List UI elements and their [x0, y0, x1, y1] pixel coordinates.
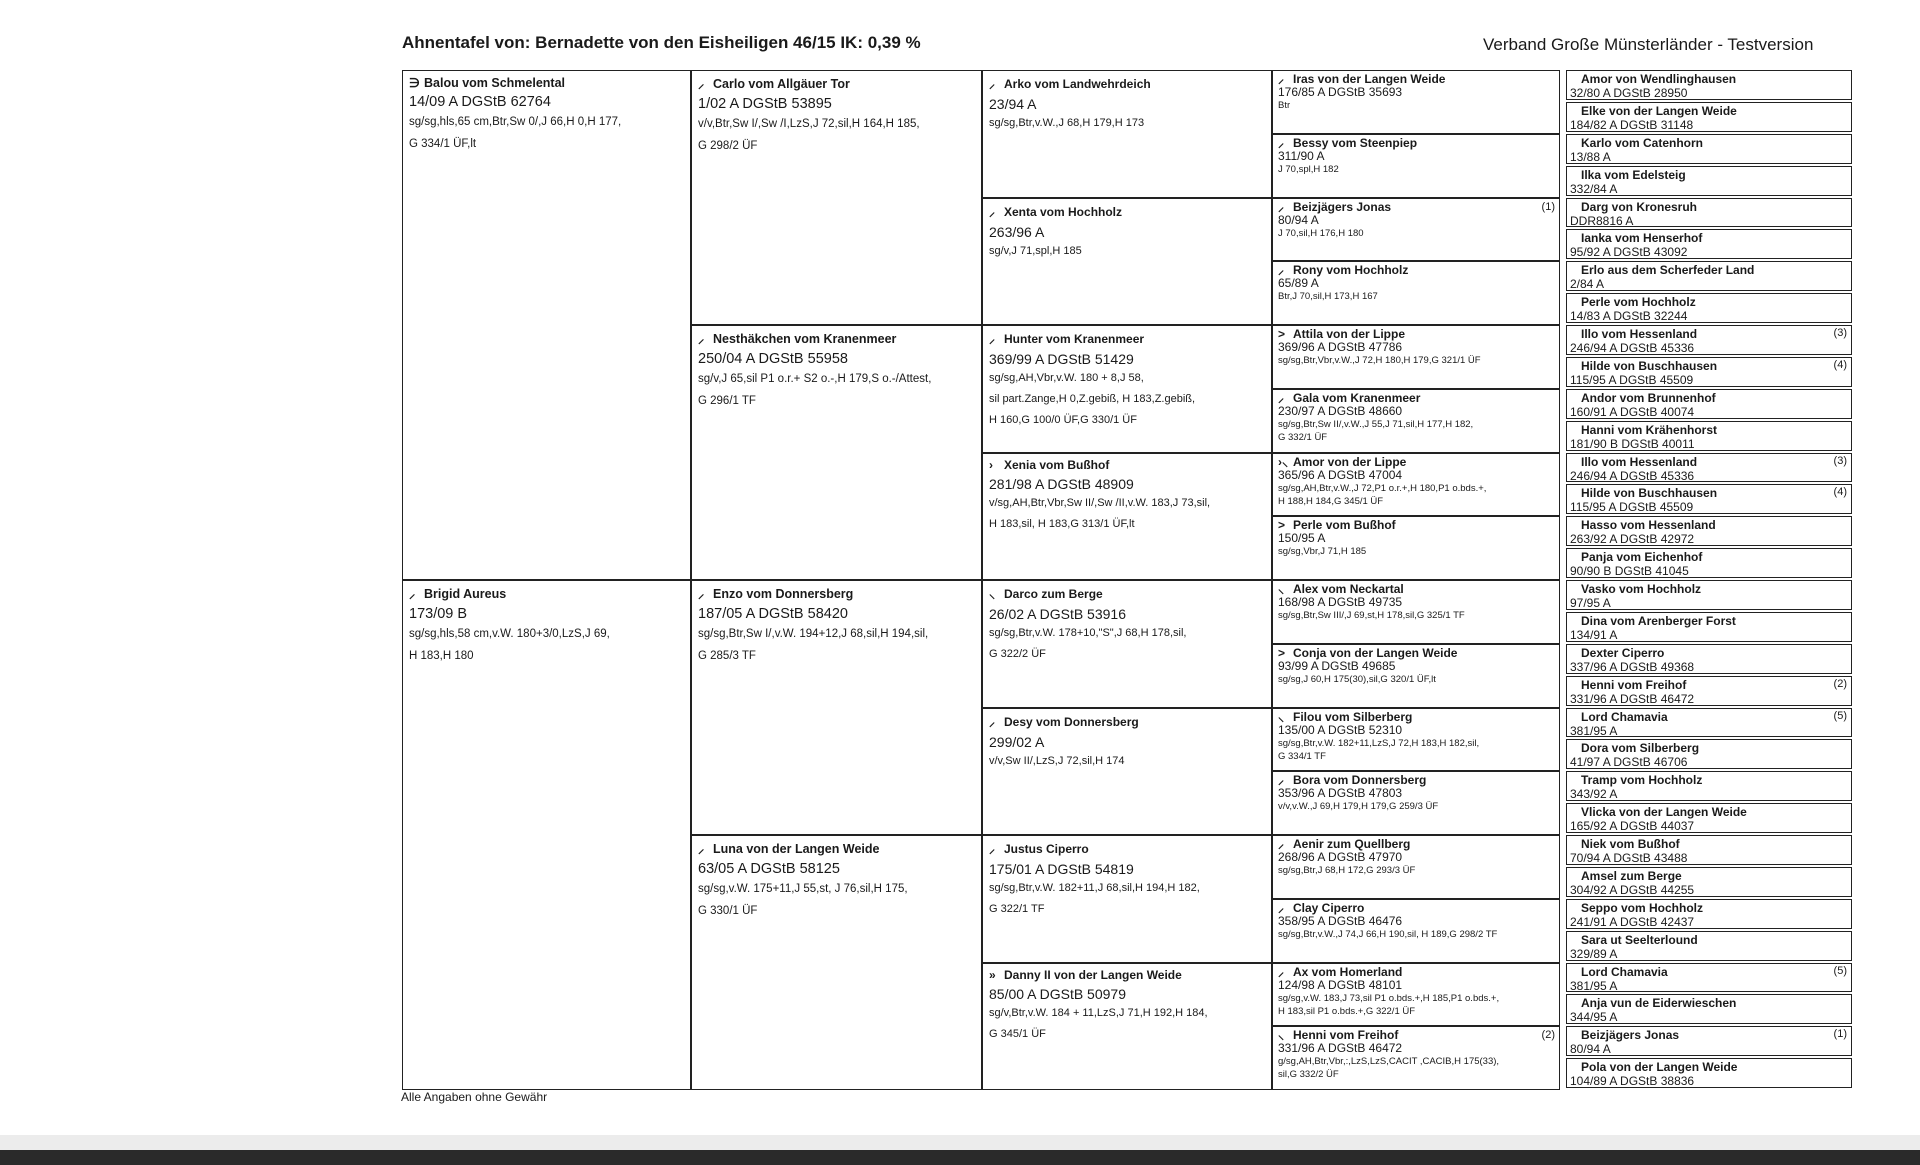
performance-details: sg/sg,hls,65 cm,Btr,Sw 0/,J 66,H 0,H 177, — [409, 116, 622, 128]
ancestor-name: Aenir zum Quellberg — [1293, 837, 1411, 851]
lineage-mark: ⸜ — [989, 587, 996, 601]
performance-details: sg/sg,Btr,v.W. 182+11,J 68,sil,H 194,H 182, — [989, 882, 1200, 894]
registration-number: 365/96 A DGStB 47004 — [1278, 467, 1403, 482]
ancestor-box-g5-2 — [1566, 102, 1852, 132]
ancestor-name: Arko vom Landwehrdeich — [1004, 77, 1151, 91]
performance-details: H 188,H 184,G 345/1 ÜF — [1278, 495, 1384, 507]
ancestor-name: Beizjägers Jonas — [1293, 199, 1392, 214]
ancestor-name: Hilde von Buschhausen — [1581, 486, 1718, 501]
ancestor-box-g5-27 — [1566, 899, 1852, 929]
ancestor-name: Hanni vom Krähenhorst — [1581, 422, 1718, 437]
ancestor-box-g5-4 — [1566, 166, 1852, 196]
registration-number: 13/88 A — [1567, 151, 1785, 164]
ancestor-name: Tramp vom Hochholz — [1581, 773, 1703, 788]
registration-number: 115/95 A DGStB 45509 — [1567, 374, 1785, 387]
ancestor-name: Gala vom Kranenmeer — [1293, 390, 1421, 405]
ancestor-box-g3-8 — [982, 963, 1272, 1091]
registration-number: 337/96 A DGStB 49368 — [1567, 661, 1785, 674]
ancestor-box-g5-17 — [1566, 580, 1852, 610]
bottom-margin — [0, 1135, 1920, 1150]
ancestor-box-g2-2 — [691, 325, 982, 580]
ancestor-name: Nesthäkchen vom Kranenmeer — [713, 332, 897, 346]
registration-number: 104/89 A DGStB 38836 — [1567, 1075, 1785, 1088]
performance-details: sg/sg,J 60,H 175(30),sil,G 320/1 ÜF,lt — [1278, 673, 1436, 685]
inbreeding-marker: (4) — [1833, 358, 1847, 371]
performance-details: G 298/2 ÜF — [698, 140, 758, 152]
registration-number: 281/98 A DGStB 48909 — [989, 475, 1134, 492]
performance-details: sg/sg,Btr,Sw II/,v.W.,J 55,J 71,sil,H 177,H 182, — [1278, 418, 1474, 430]
ancestor-name: Henni vom Freihof — [1581, 677, 1687, 692]
ancestor-box-g5-28 — [1566, 931, 1852, 961]
ancestor-name: Ilka vom Edelsteig — [1581, 167, 1686, 182]
performance-details: Btr,J 70,sil,H 173,H 167 — [1278, 291, 1378, 303]
ancestor-name: Hasso vom Hessenland — [1581, 518, 1716, 533]
ancestor-box-g4-7 — [1272, 453, 1560, 517]
ancestor-name: Henni vom Freihof — [1293, 1028, 1399, 1043]
ancestor-name: Seppo vom Hochholz — [1581, 900, 1704, 915]
ancestor-box-g4-8 — [1272, 516, 1560, 580]
pedigree-title: Ahnentafel von: Bernadette von den Eisheiligen 46/15 IK: 0,39 % — [402, 33, 921, 52]
lineage-mark: ⸝ — [1278, 135, 1285, 150]
inbreeding-marker: (3) — [1833, 327, 1847, 339]
lineage-mark: ⸝ — [1278, 199, 1285, 214]
lineage-mark: ⸝ — [1278, 964, 1285, 979]
ancestor-box-g1-2 — [402, 580, 691, 1090]
ancestor-name: Panja vom Eichenhof — [1581, 550, 1703, 565]
performance-details: v/v,Sw II/,LzS,J 72,sil,H 174 — [989, 754, 1125, 767]
ancestor-name: Pola von der Langen Weide — [1581, 1060, 1738, 1075]
ancestor-name: Dexter Ciperro — [1581, 645, 1665, 660]
ancestor-box-g4-5 — [1272, 325, 1560, 389]
registration-number: 63/05 A DGStB 58125 — [698, 861, 840, 877]
ancestor-box-g1-1 — [402, 70, 691, 580]
registration-number: 358/95 A DGStB 46476 — [1278, 913, 1403, 928]
inbreeding-marker: (5) — [1833, 964, 1847, 977]
ancestor-name: Xenia vom Bußhof — [1004, 457, 1110, 472]
ancestor-box-g4-12 — [1272, 771, 1560, 835]
ancestor-box-g4-3 — [1272, 198, 1560, 262]
ancestor-name: Amor von der Lippe — [1293, 454, 1407, 469]
lineage-mark: » — [989, 967, 996, 982]
ancestor-name: Andor vom Brunnenhof — [1581, 390, 1716, 405]
ancestor-box-g5-14 — [1566, 484, 1852, 514]
ancestor-name: Conja von der Langen Weide — [1293, 645, 1458, 660]
registration-number: 246/94 A DGStB 45336 — [1567, 342, 1785, 355]
registration-number: 344/95 A — [1567, 1011, 1785, 1024]
ancestor-box-g5-25 — [1566, 835, 1852, 865]
registration-number: 14/09 A DGStB 62764 — [409, 94, 551, 110]
ancestor-name: Attila von der Lippe — [1293, 327, 1406, 341]
registration-number: 181/90 B DGStB 40011 — [1567, 438, 1785, 451]
lineage-mark: ⸝ — [1278, 773, 1285, 788]
performance-details: v/sg,AH,Btr,Vbr,Sw II/,Sw /II,v.W. 183,J 73,sil, — [989, 496, 1211, 509]
ancestor-box-g4-1 — [1272, 70, 1560, 134]
ancestor-name: Darco zum Berge — [1004, 587, 1103, 601]
performance-details: H 183,sil P1 o.bds.+,G 322/1 ÜF — [1278, 1005, 1416, 1017]
inbreeding-marker: (1) — [1833, 1028, 1847, 1041]
ancestor-name: Dora vom Silberberg — [1581, 741, 1700, 756]
ancestor-box-g4-14 — [1272, 899, 1560, 963]
ancestor-box-g5-11 — [1566, 389, 1852, 419]
performance-details: H 160,G 100/0 ÜF,G 330/1 ÜF — [989, 414, 1137, 426]
performance-details: sg/sg,AH,Btr,v.W.,J 72,P1 o.r.+,H 180,P1 o.bds.+, — [1278, 482, 1487, 494]
registration-number: 165/92 A DGStB 44037 — [1567, 820, 1785, 833]
ancestor-box-g5-22 — [1566, 739, 1852, 769]
ancestor-box-g3-7 — [982, 835, 1272, 963]
registration-number: 187/05 A DGStB 58420 — [698, 606, 848, 622]
ancestor-name: Clay Ciperro — [1293, 900, 1365, 915]
registration-number: 268/96 A DGStB 47970 — [1278, 850, 1403, 864]
ancestor-name: Amsel zum Berge — [1581, 868, 1682, 883]
ancestor-name: Luna von der Langen Weide — [713, 842, 880, 856]
registration-number: 65/89 A — [1278, 276, 1319, 291]
registration-number: 369/99 A DGStB 51429 — [989, 351, 1134, 367]
ancestor-name: Erlo aus dem Scherfeder Land — [1581, 263, 1755, 278]
performance-details: G 345/1 ÜF — [989, 1027, 1046, 1040]
ancestor-box-g4-15 — [1272, 963, 1560, 1027]
ancestor-box-g5-6 — [1566, 229, 1852, 259]
bottom-bar — [0, 1150, 1920, 1165]
performance-details: sg/v,J 65,sil P1 o.r.+ S2 o.-,H 179,S o.-/Attest, — [698, 373, 932, 385]
registration-number: 95/92 A DGStB 43092 — [1567, 246, 1785, 259]
performance-details: v/v,v.W.,J 69,H 179,H 179,G 259/3 ÜF — [1278, 801, 1439, 813]
ancestor-box-g2-1 — [691, 70, 982, 325]
ancestor-box-g5-26 — [1566, 867, 1852, 897]
lineage-mark: ⸝ — [989, 204, 996, 219]
ancestor-box-g5-32 — [1566, 1058, 1852, 1088]
performance-details: J 70,sil,H 176,H 180 — [1278, 227, 1364, 239]
lineage-mark: > — [1278, 645, 1286, 660]
lineage-mark: ⸝ — [698, 332, 705, 346]
ancestor-box-g5-21 — [1566, 708, 1852, 738]
ancestor-box-g5-1 — [1566, 70, 1852, 100]
ancestor-box-g5-24 — [1566, 803, 1852, 833]
registration-number: 1/02 A DGStB 53895 — [698, 96, 832, 112]
ancestor-name: Enzo vom Donnersberg — [713, 587, 854, 601]
ancestor-box-g3-2 — [982, 198, 1272, 326]
registration-number: 263/96 A — [989, 223, 1045, 240]
lineage-mark: ⸜ — [1278, 582, 1285, 596]
ancestor-box-g3-3 — [982, 325, 1272, 453]
registration-number: 369/96 A DGStB 47786 — [1278, 340, 1403, 354]
performance-details: sil,G 332/2 ÜF — [1278, 1069, 1339, 1081]
registration-number: 331/96 A DGStB 46472 — [1567, 693, 1785, 706]
ancestor-box-g4-11 — [1272, 708, 1560, 772]
performance-details: G 334/1 TF — [1278, 750, 1326, 762]
performance-details: sg/sg,Btr,v.W. 182+11,LzS,J 72,H 183,H 182,sil, — [1278, 737, 1480, 749]
registration-number: 246/94 A DGStB 45336 — [1567, 470, 1785, 483]
registration-number: 331/96 A DGStB 46472 — [1278, 1041, 1403, 1056]
ancestor-box-g5-30 — [1566, 994, 1852, 1024]
registration-number: 299/02 A — [989, 733, 1045, 750]
performance-details: sg/v,J 71,spl,H 185 — [989, 244, 1082, 257]
lineage-mark: ⸝ — [409, 587, 416, 601]
ancestor-name: Amor von Wendlinghausen — [1581, 72, 1737, 86]
registration-number: 250/04 A DGStB 55958 — [698, 351, 848, 367]
inbreeding-marker: (2) — [1833, 677, 1847, 690]
ancestor-box-g5-19 — [1566, 644, 1852, 674]
performance-details: sg/sg,Btr,J 68,H 172,G 293/3 ÜF — [1278, 865, 1416, 876]
lineage-mark: ⸝ — [1278, 900, 1285, 915]
registration-number: 168/98 A DGStB 49735 — [1278, 595, 1403, 609]
registration-number: 23/94 A — [989, 96, 1037, 112]
ancestor-box-g5-23 — [1566, 771, 1852, 801]
registration-number: 311/90 A — [1278, 148, 1325, 163]
registration-number: 135/00 A DGStB 52310 — [1278, 722, 1403, 737]
ancestor-name: Dina vom Arenberger Forst — [1581, 613, 1736, 628]
performance-details: G 330/1 ÜF — [698, 905, 758, 917]
lineage-mark: ⸝ — [698, 842, 705, 856]
inbreeding-marker: (4) — [1833, 486, 1847, 499]
performance-details: sg/sg,Btr,Sw III/,J 69,st,H 178,sil,G 325/1 TF — [1278, 610, 1465, 621]
registration-number: 150/95 A — [1278, 531, 1326, 546]
ancestor-box-g5-12 — [1566, 421, 1852, 451]
lineage-mark: ⸝ — [989, 714, 996, 729]
performance-details: sg/sg,Btr,v.W.,J 74,J 66,H 190,sil, H 189,G 298/2 TF — [1278, 928, 1498, 940]
ancestor-box-g5-5 — [1566, 198, 1852, 228]
ancestor-box-g5-13 — [1566, 453, 1852, 483]
registration-number: 304/92 A DGStB 44255 — [1567, 884, 1785, 897]
registration-number: 97/95 A — [1567, 597, 1785, 610]
ancestor-box-g4-4 — [1272, 261, 1560, 325]
performance-details: G 296/1 TF — [698, 395, 756, 407]
ancestor-name: Beizjägers Jonas — [1581, 1028, 1680, 1043]
performance-details: sil part.Zange,H 0,Z.gebiß, H 183,Z.gebiß, — [989, 393, 1196, 405]
registration-number: 332/84 A — [1567, 183, 1785, 196]
performance-details: G 285/3 TF — [698, 650, 756, 662]
ancestor-name: Illo vom Hessenland — [1581, 454, 1698, 469]
performance-details: G 334/1 ÜF,lt — [409, 138, 477, 150]
lineage-mark: › — [989, 457, 993, 472]
ancestor-box-g5-15 — [1566, 516, 1852, 546]
lineage-mark: ⸝ — [989, 77, 996, 91]
performance-details: g/sg,AH,Btr,Vbr,:,LzS,LzS,CACIT ,CACIB,H 175(33), — [1278, 1056, 1500, 1068]
lineage-mark: ⸝ — [989, 332, 996, 346]
ancestor-name: Hunter vom Kranenmeer — [1004, 332, 1145, 346]
registration-number: 93/99 A DGStB 49685 — [1278, 658, 1396, 673]
performance-details: v/v,Btr,Sw I/,Sw /I,LzS,J 72,sil,H 164,H 185, — [698, 118, 920, 130]
performance-details: sg/sg,v.W. 175+11,J 55,st, J 76,sil,H 175, — [698, 883, 908, 895]
performance-details: sg/sg,Btr,Vbr,v.W.,J 72,H 180,H 179,G 321/1 ÜF — [1278, 355, 1481, 366]
ancestor-box-g4-13 — [1272, 835, 1560, 899]
ancestor-box-g5-29 — [1566, 963, 1852, 993]
ancestor-name: Alex vom Neckartal — [1293, 582, 1404, 596]
ancestor-box-g3-1 — [982, 70, 1272, 198]
ancestor-name: Darg von Kronesruh — [1581, 199, 1698, 214]
lineage-mark: ⸝ — [1278, 72, 1285, 86]
ancestor-name: Rony vom Hochholz — [1293, 263, 1409, 278]
ancestor-box-g5-31 — [1566, 1026, 1852, 1056]
ancestor-box-g2-3 — [691, 580, 982, 835]
ancestor-box-g2-4 — [691, 835, 982, 1090]
registration-number: 381/95 A — [1567, 980, 1785, 993]
performance-details: sg/sg,Vbr,J 71,H 185 — [1278, 546, 1367, 558]
registration-number: 85/00 A DGStB 50979 — [989, 985, 1126, 1002]
ancestor-name: Perle vom Bußhof — [1293, 518, 1396, 533]
registration-number: 230/97 A DGStB 48660 — [1278, 403, 1403, 418]
performance-details: G 322/1 TF — [989, 903, 1045, 915]
ancestor-box-g5-7 — [1566, 261, 1852, 291]
inbreeding-marker: (5) — [1833, 709, 1847, 722]
ancestor-name: Lord Chamavia — [1581, 709, 1668, 724]
inbreeding-marker: (2) — [1541, 1029, 1555, 1042]
lineage-mark: ›⸜ — [1278, 454, 1288, 469]
inbreeding-marker: (1) — [1541, 200, 1555, 213]
ancestor-box-g5-18 — [1566, 612, 1852, 642]
registration-number: 115/95 A DGStB 45509 — [1567, 501, 1785, 514]
ancestor-name: Balou vom Schmelental — [424, 76, 566, 90]
lineage-mark: > — [1278, 518, 1286, 533]
ancestor-box-g3-4 — [982, 453, 1272, 581]
ancestor-name: Niek vom Bußhof — [1581, 837, 1680, 851]
ancestor-name: Vlicka von der Langen Weide — [1581, 805, 1747, 820]
registration-number: 90/90 B DGStB 41045 — [1567, 565, 1785, 578]
registration-number: 173/09 B — [409, 606, 468, 622]
ancestor-box-g5-8 — [1566, 293, 1852, 323]
ancestor-box-g4-10 — [1272, 644, 1560, 708]
registration-number: 14/83 A DGStB 32244 — [1567, 310, 1785, 323]
registration-number: 381/95 A — [1567, 725, 1785, 738]
lineage-mark: ⸝ — [698, 587, 705, 601]
lineage-mark: > — [1278, 327, 1286, 341]
performance-details: sg/v,Btr,v.W. 184 + 11,LzS,J 71,H 192,H 184, — [989, 1006, 1208, 1019]
ancestor-name: Danny II von der Langen Weide — [1004, 967, 1182, 982]
ancestor-box-g5-10 — [1566, 357, 1852, 387]
registration-number: 241/91 A DGStB 42437 — [1567, 916, 1785, 929]
registration-number: 353/96 A DGStB 47803 — [1278, 786, 1403, 801]
ancestor-name: Anja vun de Eiderwieschen — [1581, 996, 1737, 1011]
lineage-mark: ⸝ — [698, 77, 705, 91]
ancestor-name: Ianka vom Henserhof — [1581, 231, 1703, 246]
performance-details: sg/sg,Btr,v.W. 178+10,"S",J 68,H 178,sil, — [989, 627, 1187, 639]
registration-number: 32/80 A DGStB 28950 — [1567, 87, 1785, 100]
performance-details: sg/sg,AH,Vbr,v.W. 180 + 8,J 58, — [989, 372, 1144, 384]
ancestor-box-g3-5 — [982, 580, 1272, 708]
performance-details: Btr — [1278, 100, 1291, 111]
registration-number: 134/91 A — [1567, 629, 1785, 642]
ancestor-box-g5-3 — [1566, 134, 1852, 164]
ancestor-name: Illo vom Hessenland — [1581, 327, 1698, 341]
ancestor-box-g4-9 — [1272, 580, 1560, 644]
ancestor-name: Xenta vom Hochholz — [1004, 204, 1123, 219]
ancestor-name: Elke von der Langen Weide — [1581, 103, 1737, 118]
registration-number: 26/02 A DGStB 53916 — [989, 606, 1126, 622]
ancestor-box-g3-6 — [982, 708, 1272, 836]
ancestor-name: Carlo vom Allgäuer Tor — [713, 77, 850, 91]
ancestor-box-g4-6 — [1272, 389, 1560, 453]
registration-number: 175/01 A DGStB 54819 — [989, 861, 1134, 877]
ancestor-name: Hilde von Buschhausen — [1581, 358, 1718, 373]
performance-details: H 183,sil, H 183,G 313/1 ÜF,lt — [989, 517, 1135, 530]
ancestor-name: Filou vom Silberberg — [1293, 709, 1413, 724]
ancestor-box-g4-16 — [1272, 1026, 1560, 1090]
lineage-mark: ⸜ — [1278, 1028, 1285, 1043]
ancestor-box-g5-16 — [1566, 548, 1852, 578]
performance-details: H 183,H 180 — [409, 650, 474, 662]
registration-number: 160/91 A DGStB 40074 — [1567, 406, 1785, 419]
registration-number: 263/92 A DGStB 42972 — [1567, 533, 1785, 546]
performance-details: sg/sg,v.W. 183,J 73,sil P1 o.bds.+,H 185,P1 o.bds.+, — [1278, 992, 1500, 1004]
performance-details: J 70,spl,H 182 — [1278, 163, 1339, 175]
registration-number: 184/82 A DGStB 31148 — [1567, 119, 1785, 132]
lineage-mark: ⸝ — [989, 842, 996, 856]
organization-name: Verband Große Münsterländer - Testversion — [1483, 35, 1814, 54]
registration-number: 329/89 A — [1567, 948, 1785, 961]
ancestor-name: Lord Chamavia — [1581, 964, 1668, 979]
ancestor-box-g5-9 — [1566, 325, 1852, 355]
registration-number: 80/94 A — [1278, 212, 1319, 227]
registration-number: 176/85 A DGStB 35693 — [1278, 85, 1403, 99]
performance-details: G 322/2 ÜF — [989, 648, 1046, 660]
ancestor-name: Sara ut Seelterlound — [1581, 932, 1698, 947]
performance-details: sg/sg,hls,58 cm,v.W. 180+3/0,LzS,J 69, — [409, 628, 610, 640]
lineage-mark: ⸜ — [1278, 709, 1285, 724]
registration-number: 124/98 A DGStB 48101 — [1278, 977, 1403, 992]
lineage-mark: ⸝ — [1278, 390, 1285, 405]
registration-number: 70/94 A DGStB 43488 — [1567, 852, 1785, 865]
background — [0, 0, 322, 1165]
lineage-mark: ⸝ — [1278, 263, 1285, 278]
disclaimer: Alle Angaben ohne Gewähr — [401, 1090, 548, 1104]
ancestor-name: Vasko vom Hochholz — [1581, 582, 1702, 596]
registration-number: 41/97 A DGStB 46706 — [1567, 756, 1785, 769]
registration-number: 343/92 A — [1567, 788, 1785, 801]
ancestor-name: Bora vom Donnersberg — [1293, 773, 1427, 788]
ancestor-name: Perle vom Hochholz — [1581, 295, 1696, 310]
ancestor-name: Iras von der Langen Weide — [1293, 72, 1446, 86]
lineage-mark: ⸝ — [1278, 837, 1285, 851]
ancestor-name: Bessy vom Steenpiep — [1293, 135, 1418, 150]
registration-number: 2/84 A — [1567, 278, 1785, 291]
ancestor-name: Ax vom Homerland — [1293, 964, 1403, 979]
ancestor-box-g5-20 — [1566, 676, 1852, 706]
inbreeding-marker: (3) — [1833, 454, 1847, 467]
registration-number: DDR8816 A — [1567, 215, 1785, 228]
registration-number: 80/94 A — [1567, 1043, 1785, 1056]
ancestor-box-g4-2 — [1272, 134, 1560, 198]
performance-details: sg/sg,Btr,Sw I/,v.W. 194+12,J 68,sil,H 194,sil, — [698, 628, 929, 640]
ancestor-name: Karlo vom Catenhorn — [1581, 135, 1704, 150]
ancestor-name: Desy vom Donnersberg — [1004, 714, 1139, 729]
lineage-mark: ∋ — [409, 76, 420, 90]
performance-details: sg/sg,Btr,v.W.,J 68,H 179,H 173 — [989, 117, 1145, 129]
ancestor-name: Justus Ciperro — [1004, 842, 1089, 856]
ancestor-name: Brigid Aureus — [424, 587, 507, 601]
performance-details: G 332/1 ÜF — [1278, 431, 1328, 443]
